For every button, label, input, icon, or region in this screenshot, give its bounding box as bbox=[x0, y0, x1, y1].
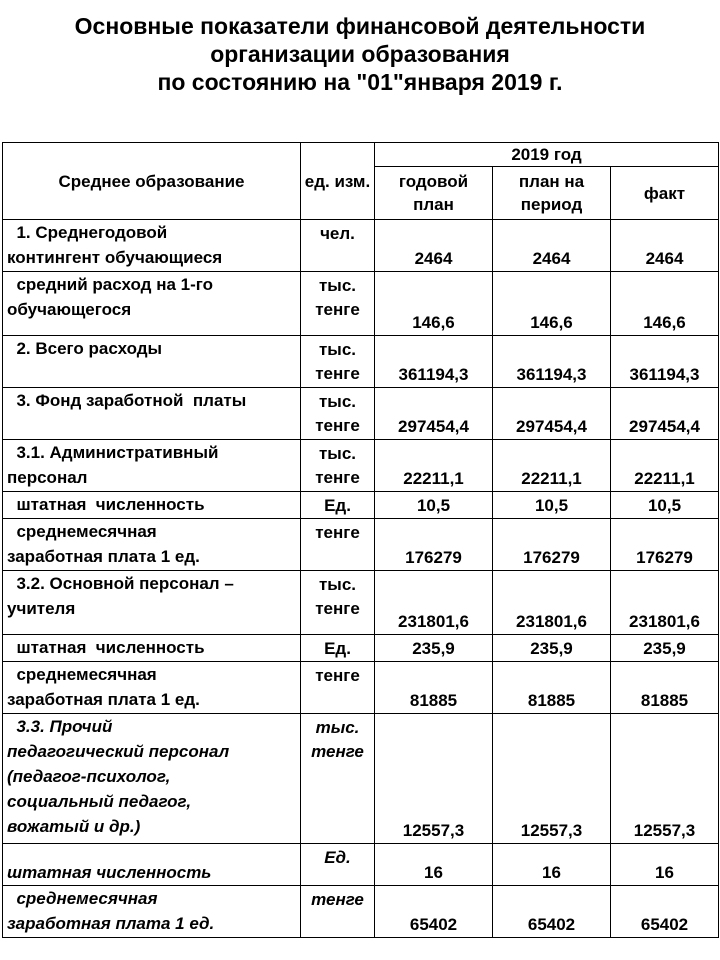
table-row bbox=[3, 220, 719, 272]
row-value-plan: 297454,4 bbox=[375, 388, 493, 440]
row-value-fact: 231801,6 bbox=[611, 571, 719, 635]
row-value-plan: 65402 bbox=[375, 886, 493, 938]
row-value-period: 146,6 bbox=[493, 272, 611, 336]
row-value-period: 12557,3 bbox=[493, 714, 611, 844]
row-value-plan: 10,5 bbox=[375, 492, 493, 519]
row-value-fact: 176279 bbox=[611, 519, 719, 571]
row-value-fact: 16 bbox=[611, 844, 719, 886]
row-label-line: средний расход на 1-го bbox=[7, 275, 214, 294]
row-value-plan: 12557,3 bbox=[375, 714, 493, 844]
row-label-line: персонал bbox=[7, 468, 88, 487]
row-value-fact: 361194,3 bbox=[611, 336, 719, 388]
row-value-plan: 22211,1 bbox=[375, 440, 493, 492]
table-row bbox=[3, 886, 719, 938]
row-label bbox=[3, 492, 301, 519]
row-value-fact: 81885 bbox=[611, 662, 719, 714]
table-row bbox=[3, 844, 719, 886]
row-label-line: штатная численность bbox=[7, 495, 205, 514]
row-value-period: 176279 bbox=[493, 519, 611, 571]
row-value-fact: 2464 bbox=[611, 220, 719, 272]
row-label-line: (педагог-психолог, bbox=[7, 767, 171, 786]
row-value-plan: 81885 bbox=[375, 662, 493, 714]
row-value-period: 297454,4 bbox=[493, 388, 611, 440]
row-unit: Ед. bbox=[301, 844, 375, 886]
row-value-fact: 22211,1 bbox=[611, 440, 719, 492]
row-value-plan: 361194,3 bbox=[375, 336, 493, 388]
row-unit: тыс. тенге bbox=[301, 336, 375, 388]
row-unit: тенге bbox=[301, 519, 375, 571]
row-value-fact: 65402 bbox=[611, 886, 719, 938]
row-value-period: 22211,1 bbox=[493, 440, 611, 492]
row-unit: тенге bbox=[301, 662, 375, 714]
row-label bbox=[3, 220, 301, 272]
row-unit: чел. bbox=[301, 220, 375, 272]
row-unit: тыс. тенге bbox=[301, 440, 375, 492]
row-value-fact: 297454,4 bbox=[611, 388, 719, 440]
table-row bbox=[3, 492, 719, 519]
row-unit: тыс. тенге bbox=[301, 571, 375, 635]
row-value-fact: 146,6 bbox=[611, 272, 719, 336]
row-label-line: штатная численность bbox=[7, 863, 212, 882]
header-period-plan: план на период bbox=[493, 167, 611, 220]
row-label-line: заработная плата 1 ед. bbox=[7, 914, 215, 933]
row-label-line: 3. Фонд заработной платы bbox=[7, 391, 247, 410]
row-value-period: 235,9 bbox=[493, 635, 611, 662]
header-fact: факт bbox=[611, 167, 719, 220]
row-value-plan: 146,6 bbox=[375, 272, 493, 336]
row-label-line: педагогический персонал bbox=[7, 742, 230, 761]
title-line-3: по состоянию на "01"января 2019 г. bbox=[157, 69, 563, 95]
table-row bbox=[3, 662, 719, 714]
row-label bbox=[3, 440, 301, 492]
row-label bbox=[3, 662, 301, 714]
row-label-line: заработная плата 1 ед. bbox=[7, 547, 200, 566]
table-row bbox=[3, 714, 719, 844]
row-label-line: среднемесячная bbox=[7, 665, 157, 684]
row-unit: тыс. тенге bbox=[301, 272, 375, 336]
row-label bbox=[3, 844, 301, 886]
table-row bbox=[3, 440, 719, 492]
row-label-line: 3.1. Административный bbox=[7, 443, 219, 462]
row-label-line: штатная численность bbox=[7, 638, 205, 657]
header-unit: ед. изм. bbox=[301, 143, 375, 220]
row-label-line: 3.3. Прочий bbox=[7, 717, 113, 736]
table-row bbox=[3, 336, 719, 388]
table-row bbox=[3, 388, 719, 440]
row-unit: Ед. bbox=[301, 635, 375, 662]
row-value-period: 361194,3 bbox=[493, 336, 611, 388]
header-name: Среднее образование bbox=[3, 143, 301, 220]
row-label-line: среднемесячная bbox=[7, 889, 158, 908]
header-year: 2019 год bbox=[375, 143, 719, 167]
row-label bbox=[3, 519, 301, 571]
row-label bbox=[3, 571, 301, 635]
table-row bbox=[3, 571, 719, 635]
row-label bbox=[3, 388, 301, 440]
row-unit: Ед. bbox=[301, 492, 375, 519]
table-row bbox=[3, 635, 719, 662]
row-value-plan: 16 bbox=[375, 844, 493, 886]
row-value-plan: 235,9 bbox=[375, 635, 493, 662]
title-line-2: организации образования bbox=[210, 41, 510, 67]
row-value-period: 16 bbox=[493, 844, 611, 886]
table-row bbox=[3, 272, 719, 336]
row-label bbox=[3, 336, 301, 388]
row-label bbox=[3, 886, 301, 938]
row-label-line: заработная плата 1 ед. bbox=[7, 690, 200, 709]
row-label-line: контингент обучающиеся bbox=[7, 248, 223, 267]
row-label-line: 1. Среднегодовой bbox=[7, 223, 168, 242]
row-label-line: социальный педагог, bbox=[7, 792, 192, 811]
row-label-line: обучающегося bbox=[7, 300, 132, 319]
row-value-fact: 10,5 bbox=[611, 492, 719, 519]
finance-table bbox=[2, 142, 719, 938]
row-value-plan: 231801,6 bbox=[375, 571, 493, 635]
row-value-plan: 2464 bbox=[375, 220, 493, 272]
row-unit: тыс. тенге bbox=[301, 714, 375, 844]
page-title bbox=[0, 12, 720, 96]
row-value-fact: 235,9 bbox=[611, 635, 719, 662]
row-unit: тенге bbox=[301, 886, 375, 938]
row-label bbox=[3, 714, 301, 844]
row-label-line: среднемесячная bbox=[7, 522, 157, 541]
table-row bbox=[3, 519, 719, 571]
row-label-line: вожатый и др.) bbox=[7, 817, 141, 836]
row-label-line: учителя bbox=[7, 599, 76, 618]
row-value-period: 2464 bbox=[493, 220, 611, 272]
row-value-period: 65402 bbox=[493, 886, 611, 938]
row-value-period: 10,5 bbox=[493, 492, 611, 519]
row-value-fact: 12557,3 bbox=[611, 714, 719, 844]
row-value-period: 81885 bbox=[493, 662, 611, 714]
row-value-period: 231801,6 bbox=[493, 571, 611, 635]
row-unit: тыс. тенге bbox=[301, 388, 375, 440]
title-line-1: Основные показатели финансовой деятельности bbox=[74, 13, 646, 39]
row-value-plan: 176279 bbox=[375, 519, 493, 571]
header-annual-plan: годовой план bbox=[375, 167, 493, 220]
row-label bbox=[3, 272, 301, 336]
row-label bbox=[3, 635, 301, 662]
row-label-line: 3.2. Основной персонал – bbox=[7, 574, 234, 593]
row-label-line: 2. Всего расходы bbox=[7, 339, 163, 358]
